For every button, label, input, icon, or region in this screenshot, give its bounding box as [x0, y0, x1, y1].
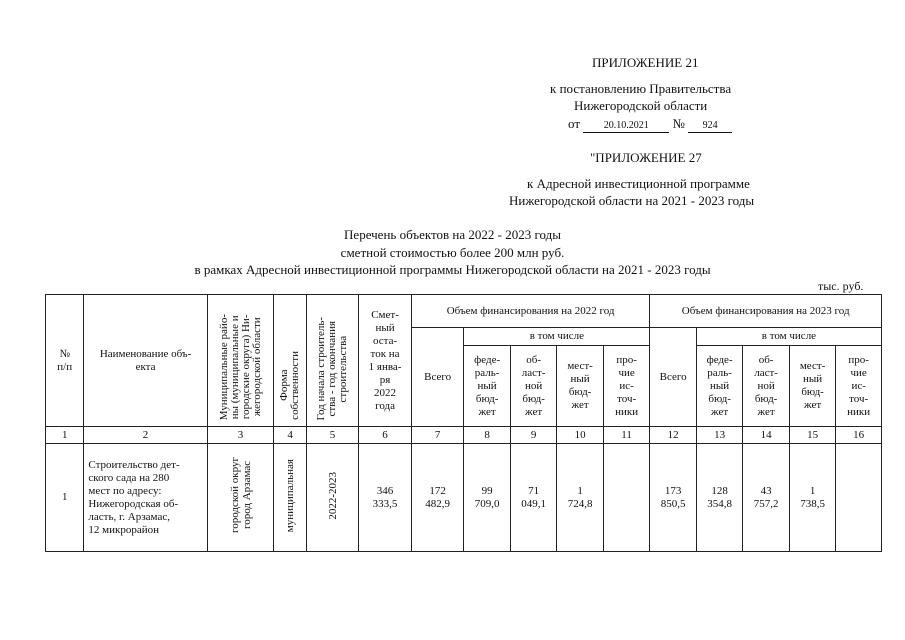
header-group-2022: Объем финансирования на 2022 год: [411, 295, 650, 328]
column-number: 5: [306, 427, 359, 444]
header-other-2022: про- чие ис- точ- ники: [603, 346, 650, 427]
row-regional-2023: 43 757,2: [743, 444, 789, 552]
row-years: 2022-2023: [306, 444, 359, 552]
program-line-1: к Адресной инвестиционной программе: [527, 176, 750, 191]
row-local-2023: 1 738,5: [789, 444, 835, 552]
header-total-2023: Всего: [650, 328, 696, 427]
program-line-2: Нижегородской области на 2021 - 2023 годы: [509, 193, 755, 208]
decree-date: 20.10.2021: [583, 119, 669, 133]
column-number: 15: [789, 427, 835, 444]
column-number: 1: [46, 427, 84, 444]
units-label: тыс. руб.: [818, 279, 864, 293]
header-federal-2023: феде- раль- ный бюд- жет: [696, 346, 742, 427]
header-local-2023: мест- ный бюд- жет: [789, 346, 835, 427]
row-other-2022: [603, 444, 650, 552]
row-regional-2022: 71 049,1: [510, 444, 556, 552]
column-number: 3: [207, 427, 274, 444]
header-group-2023: Объем финансирования на 2023 год: [650, 295, 882, 328]
column-number: 11: [603, 427, 650, 444]
header-years: Год начала строитель- ства - год окончания строительства: [306, 295, 359, 427]
header-local-2022: мест- ный бюд- жет: [557, 346, 603, 427]
header-municipality: Муниципальные райо- ны (муниципальные и городские округа) Ни- жегородской области: [207, 295, 274, 427]
row-total-2022: 172 482,9: [411, 444, 464, 552]
column-number: 8: [464, 427, 510, 444]
header-regional-2022: об- ласт- ной бюд- жет: [510, 346, 556, 427]
table-row: [46, 444, 882, 552]
row-local-2022: 1 724,8: [557, 444, 603, 552]
column-number: 2: [84, 427, 207, 444]
column-number: 9: [510, 427, 556, 444]
row-object-name: Строительство дет- ского сада на 280 мест по адресу: Нижегородская об- ласть, г. Арзамас, 12 микрорайон: [84, 444, 207, 552]
header-no: № п/п: [46, 295, 84, 427]
row-federal-2022: 99 709,0: [464, 444, 510, 552]
header-other-2023: про- чие ис- точ- ники: [836, 346, 882, 427]
appendix27-title: "ПРИЛОЖЕНИЕ 27: [590, 150, 702, 165]
header-name: Наименование объ- екта: [84, 295, 207, 427]
column-number: 14: [743, 427, 789, 444]
row-municipality: городской округ город Арзамас: [207, 444, 274, 552]
header-including-2023: в том числе: [696, 328, 881, 346]
column-numbers-row: [46, 427, 882, 444]
column-number: 12: [650, 427, 696, 444]
column-number: 4: [274, 427, 306, 444]
region-line: Нижегородской области: [574, 98, 708, 113]
header-balance: Смет- ный оста- ток на 1 янва- ря 2022 года: [359, 295, 412, 427]
from-label: от: [568, 116, 581, 131]
row-no: 1: [46, 444, 84, 552]
decree-number: 924: [688, 119, 732, 133]
number-label: №: [672, 116, 685, 131]
row-other-2023: [836, 444, 882, 552]
row-total-2023: 173 850,5: [650, 444, 696, 552]
header-ownership: Форма собственности: [274, 295, 306, 427]
header-total-2022: Всего: [411, 328, 464, 427]
column-number: 16: [836, 427, 882, 444]
date-number-line: [568, 115, 732, 133]
objects-table: [45, 294, 882, 552]
header-federal-2022: феде- раль- ный бюд- жет: [464, 346, 510, 427]
column-number: 13: [696, 427, 742, 444]
decree-line: к постановлению Правительства: [550, 81, 732, 96]
header-including-2022: в том числе: [464, 328, 650, 346]
column-number: 7: [411, 427, 464, 444]
appendix-title: ПРИЛОЖЕНИЕ 21: [592, 55, 699, 70]
row-federal-2023: 128 354,8: [696, 444, 742, 552]
list-title-3: в рамках Адресной инвестиционной программы Нижегородской области на 2021 - 2023 годы: [194, 262, 711, 277]
list-title-2: сметной стоимостью более 200 млн руб.: [340, 245, 565, 260]
column-number: 10: [557, 427, 603, 444]
column-number: 6: [359, 427, 412, 444]
row-balance: 346 333,5: [359, 444, 412, 552]
row-ownership: муниципальная: [274, 444, 306, 552]
list-title-1: Перечень объектов на 2022 - 2023 годы: [344, 227, 561, 242]
header-regional-2023: об- ласт- ной бюд- жет: [743, 346, 789, 427]
